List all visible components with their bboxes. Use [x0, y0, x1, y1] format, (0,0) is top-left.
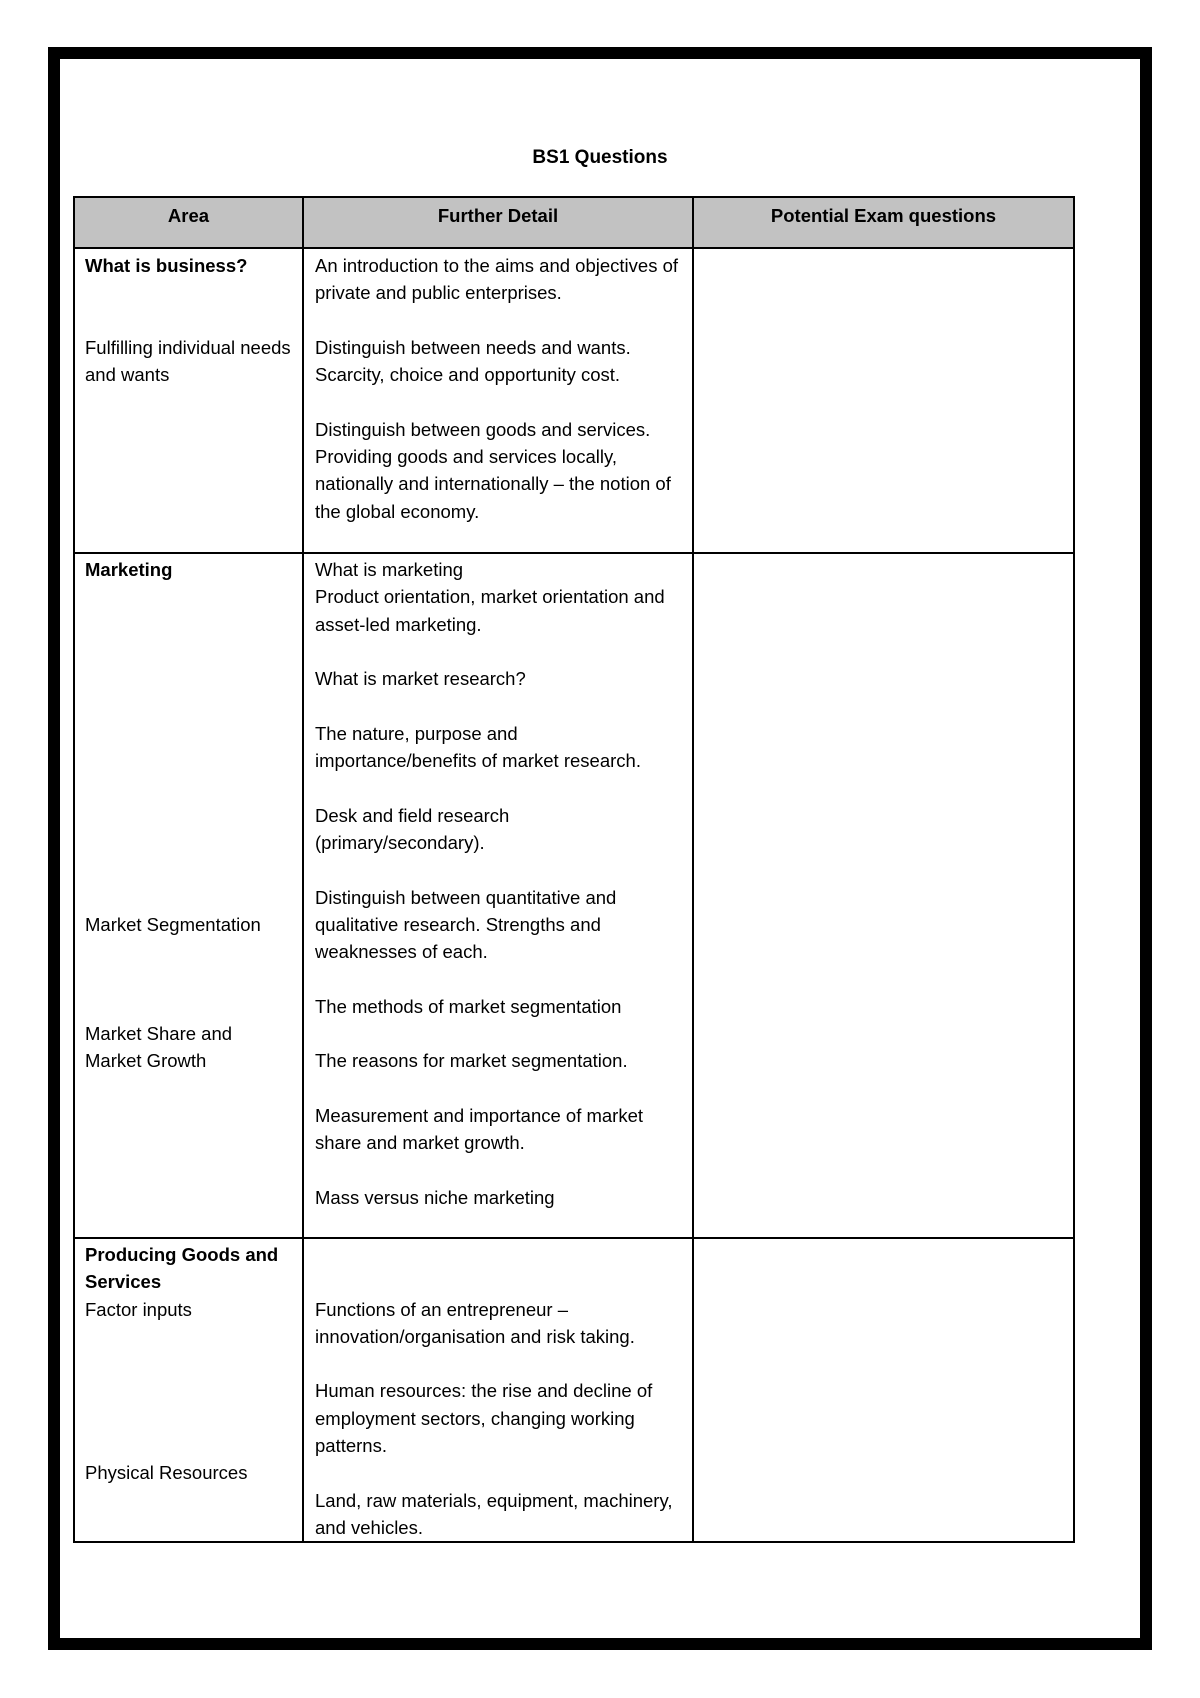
exam-questions-cell[interactable] [693, 553, 1074, 1238]
area-subtopic: Market Share and Market Growth [85, 1023, 233, 1072]
detail-cell [303, 553, 693, 1238]
document-title: BS1 Questions [532, 147, 668, 168]
area-subtopic: Fulfilling individual needs and wants [85, 336, 291, 386]
header-area: Area [74, 197, 303, 248]
detail-text: Measurement and importance of market share and market growth. [315, 1104, 644, 1154]
exam-questions-cell[interactable] [693, 248, 1074, 553]
area-subtopic: Market Segmentation [85, 913, 261, 935]
detail-text: Functions of an entrepreneur – innovation/organisation and risk taking. [315, 1298, 635, 1347]
detail-text: Scarcity, choice and opportunity cost. [315, 364, 621, 386]
detail-text: Providing goods and services locally, nationally and internationally – the notion of the global economy. [315, 446, 671, 522]
detail-cell [303, 1238, 693, 1542]
detail-text: Product orientation, market orientation and asset-led marketing. [315, 586, 665, 635]
area-heading: What is business? [85, 255, 248, 276]
detail-text: What is marketing [315, 559, 464, 580]
table-row [74, 1238, 1074, 1542]
area-subtopic: Factor inputs [85, 1298, 192, 1320]
header-potential-exam-questions: Potential Exam questions [693, 197, 1074, 248]
table-header-row [74, 197, 1074, 248]
detail-text: Distinguish between goods and services. [315, 418, 651, 440]
area-heading: Marketing [85, 559, 173, 580]
table-row [74, 248, 1074, 553]
questions-table [73, 196, 1075, 1543]
area-cell [74, 553, 303, 1238]
detail-text: The methods of market segmentation [315, 995, 622, 1017]
detail-text: Distinguish between quantitative and qualitative research. Strengths and weaknesses of each. [315, 886, 617, 963]
table-row [74, 553, 1074, 1238]
detail-text: The reasons for market segmentation. [315, 1050, 628, 1072]
area-cell [74, 1238, 303, 1542]
detail-text: Desk and field research (primary/secondary). [315, 804, 510, 853]
detail-text: Mass versus niche marketing [315, 1186, 555, 1208]
detail-text: What is market research? [315, 668, 526, 690]
exam-questions-cell[interactable] [693, 1238, 1074, 1542]
area-heading: Producing Goods and Services [85, 1244, 279, 1293]
area-cell [74, 248, 303, 553]
detail-text: Distinguish between needs and wants. [315, 336, 631, 358]
detail-text: Land, raw materials, equipment, machinery, and vehicles. [315, 1489, 673, 1538]
detail-text: Human resources: the rise and decline of employment sectors, changing working patterns. [315, 1380, 653, 1457]
detail-text: An introduction to the aims and objectives of private and public enterprises. [315, 255, 679, 304]
detail-text: The nature, purpose and importance/benefits of market research. [315, 722, 641, 772]
area-subtopic: Physical Resources [85, 1462, 248, 1484]
detail-cell [303, 248, 693, 553]
header-further-detail: Further Detail [303, 197, 693, 248]
